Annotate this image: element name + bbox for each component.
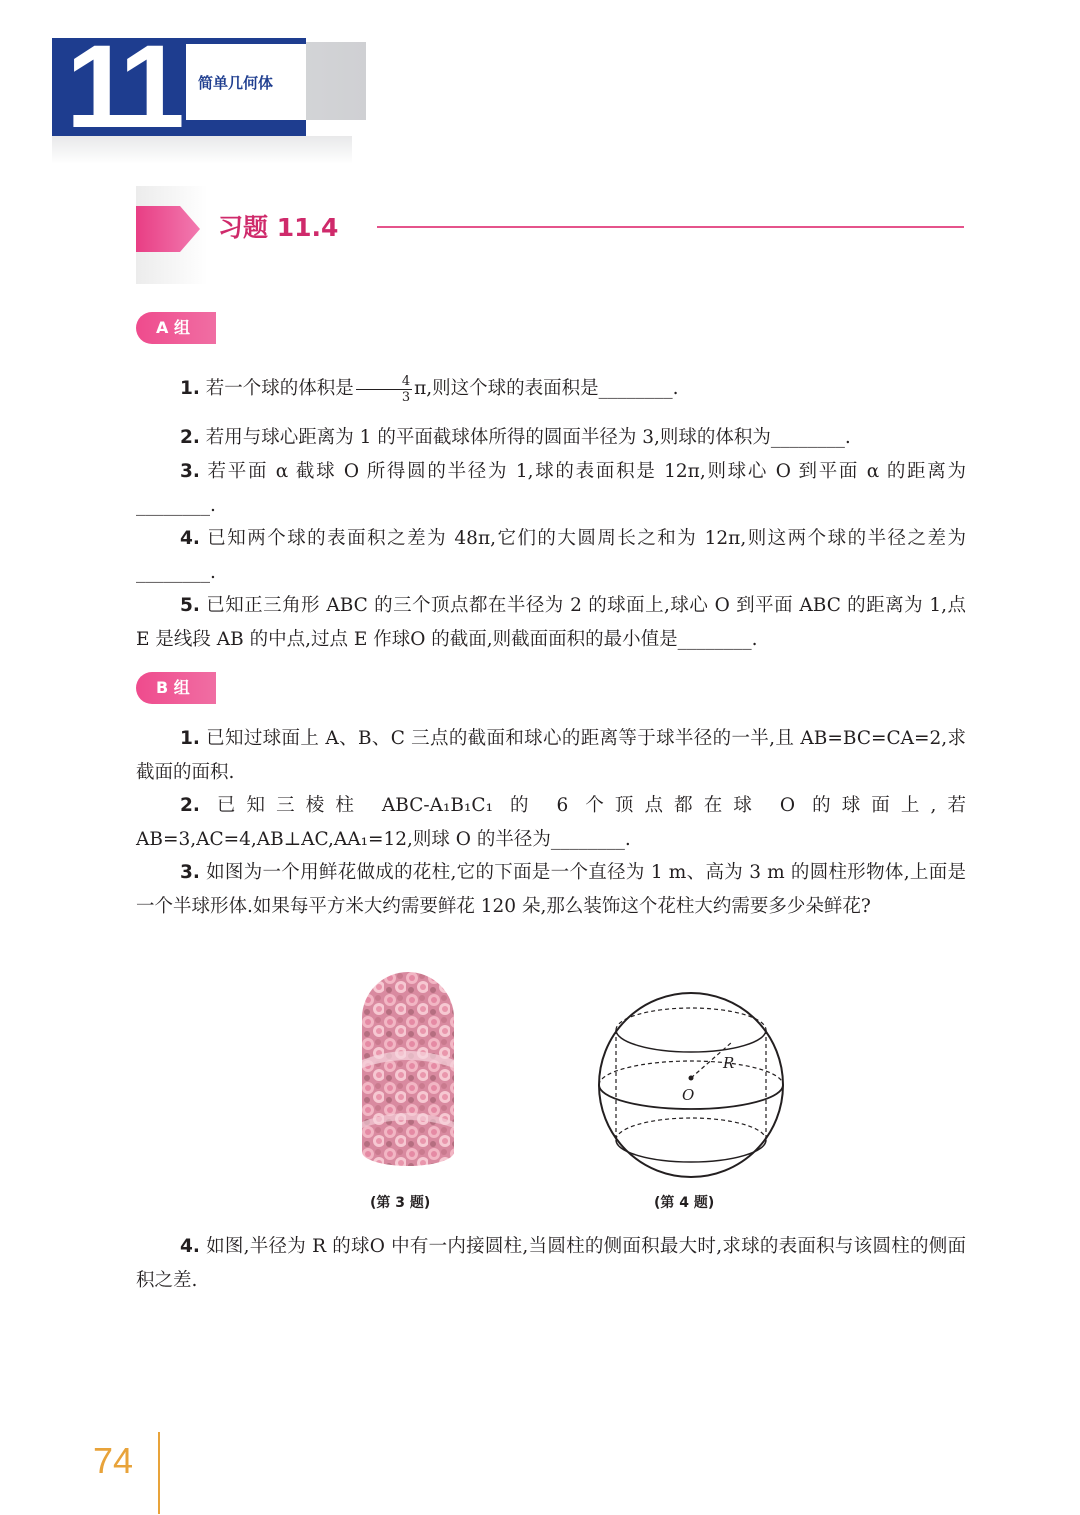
group-b-problem-3 (136, 856, 966, 923)
page-number: 74 (93, 1440, 134, 1481)
problem-number: 5. (180, 595, 200, 616)
problem-number: 3. (180, 461, 200, 482)
group-b-problem-2 (136, 789, 972, 856)
section-title: 习题 11.4 (218, 213, 339, 242)
problem-text: π,则这个球的表面积是________. (414, 378, 679, 399)
section-rule (377, 226, 964, 228)
group-b-problem-1 (136, 722, 966, 789)
problem-text: 若平面 α 截球 O 所得圆的半径为 1,球的表面积是 12π,则球心 O 到平面 α 的距离为________. (136, 461, 966, 516)
radius-label: R (723, 1054, 735, 1072)
group-a-problem-3 (136, 455, 966, 522)
problem-number: 3. (180, 862, 200, 883)
problem-text: 如图,半径为 R 的球O 中有一内接圆柱,当圆柱的侧面积最大时,求球的表面积与该圆柱的侧面积之差. (136, 1236, 966, 1291)
center-label: O (682, 1086, 695, 1104)
problem-number: 2. (180, 427, 200, 448)
problem-number: 4. (180, 1236, 200, 1257)
figure-4-caption: (第 4 题) (654, 1195, 715, 1211)
section-arrow-icon (136, 206, 200, 252)
group-a-problem-1 (136, 372, 966, 406)
problem-text: 已知正三角形 ABC 的三个顶点都在半径为 2 的球面上,球心 O 到平面 ABC 的距离为 1,点 E 是线段 AB 的中点,过点 E 作球O 的截面,则截面面积的最小值是________. (136, 595, 972, 650)
problem-text: 已知三棱柱 ABC-A₁B₁C₁ 的 6 个顶点都在球 O 的球面上,若 AB=3,AC=4,AB⊥AC,AA₁=12,则球 O 的半径为________. (136, 795, 972, 850)
problem-text: 已知两个球的表面积之差为 48π,它们的大圆周长之和为 12π,则这两个球的半径之差为________. (136, 528, 966, 583)
flower-column-figure (362, 972, 454, 1170)
group-a-badge: A 组 (136, 312, 216, 344)
group-b-problem-4 (136, 1230, 966, 1297)
problem-text: 若一个球的体积是 (205, 378, 354, 399)
problem-text: 若用与球心距离为 1 的平面截球体所得的圆面半径为 3,则球的体积为________. (205, 427, 851, 448)
group-b-badge: B 组 (136, 672, 216, 704)
problem-number: 1. (180, 728, 200, 749)
group-a-problem-4 (136, 522, 966, 589)
problem-text: 已知过球面上 A、B、C 三点的截面和球心的距离等于球半径的一半,且 AB=BC=CA=2,求截面的面积. (136, 728, 966, 783)
group-a-problem-5 (136, 589, 972, 656)
page-number-rule (158, 1432, 160, 1514)
fraction-denominator: 3 (401, 389, 411, 405)
fraction (356, 374, 412, 405)
chapter-number: 11 (66, 21, 179, 153)
problem-number: 1. (180, 378, 200, 399)
problem-text: 如图为一个用鲜花做成的花柱,它的下面是一个直径为 1 m、高为 3 m 的圆柱形物体,上面是一个半球形体.如果每平方米大约需要鲜花 120 朵,那么装饰这个花柱大约需要多少朵鲜花? (136, 862, 966, 917)
chapter-title: 简单几何体 (198, 74, 274, 92)
sphere-cylinder-figure (596, 990, 786, 1180)
fraction-numerator: 4 (356, 374, 412, 390)
figure-3-caption: (第 3 题) (370, 1195, 431, 1211)
group-a-problem-2 (136, 421, 966, 455)
problem-number: 4. (180, 528, 200, 549)
problem-number: 2. (180, 795, 200, 816)
